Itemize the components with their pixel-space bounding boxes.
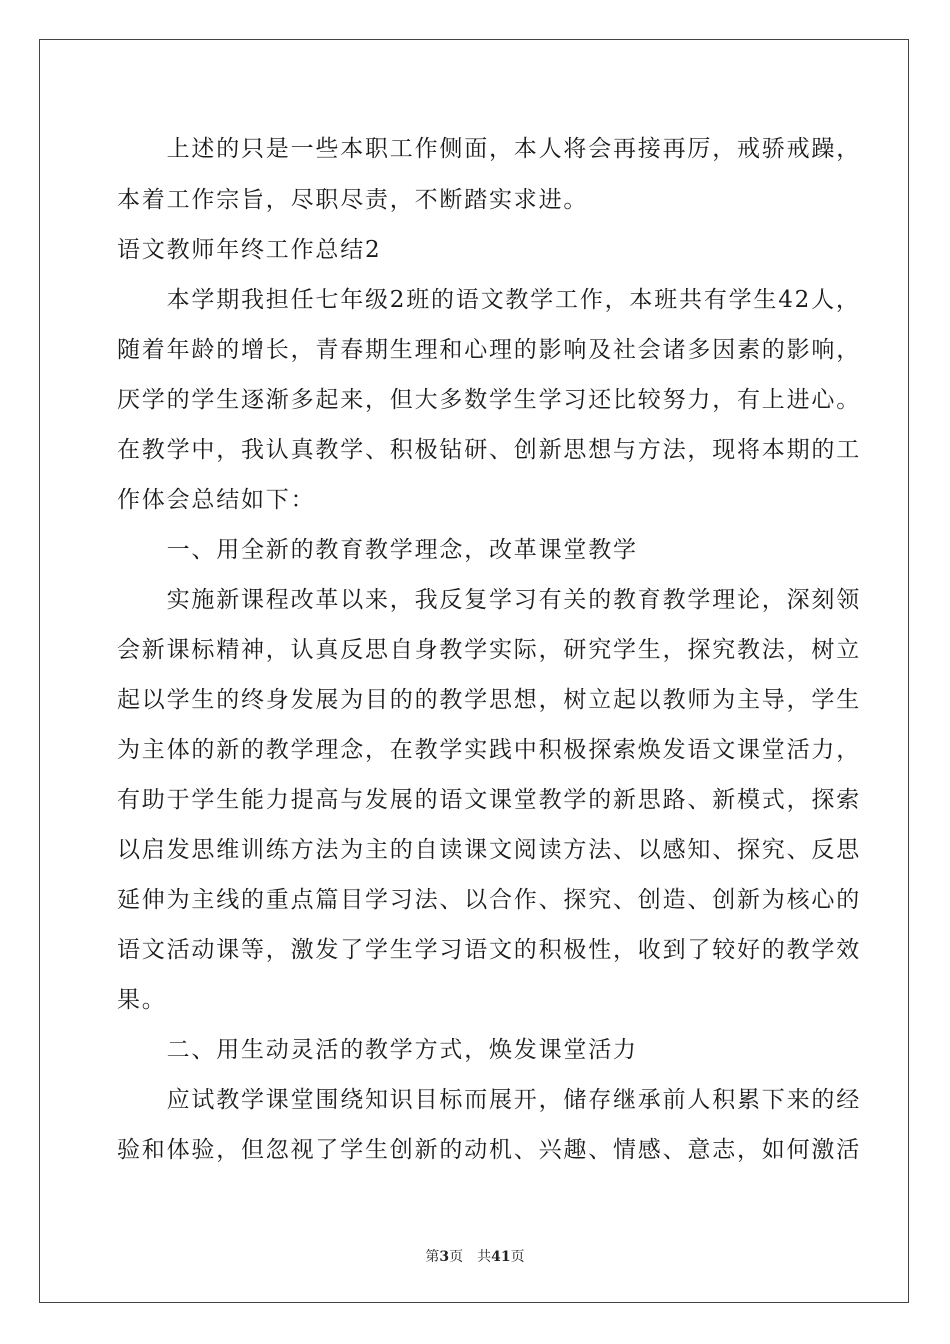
paragraph-line: 会新课标精神，认真反思自身教学实际，研究学生，探究教法，树立 (117, 637, 861, 663)
paragraph-line: 在教学中，我认真教学、积极钻研、创新思想与方法，现将本期的工 (117, 437, 861, 463)
paragraph-line: 本学期我担任七年级2班的语文教学工作，本班共有学生42人， (117, 287, 861, 313)
total-suffix: 页 (510, 1249, 525, 1265)
paragraph-line: 本着工作宗旨，尽职尽责，不断踏实求进。 (117, 187, 589, 213)
paragraph-line: 起以学生的终身发展为目的的教学思想，树立起以教师为主导，学生 (117, 687, 861, 713)
paragraph-line: 延伸为主线的重点篇目学习法、以合作、探究、创造、创新为核心的 (117, 887, 861, 913)
paragraph-line: 以启发思维训练方法为主的自读课文阅读方法、以感知、探究、反思 (117, 837, 861, 863)
paragraph-line: 上述的只是一些本职工作侧面，本人将会再接再厉，戒骄戒躁， (117, 136, 861, 162)
paragraph-line: 随着年龄的增长，青春期生理和心理的影响及社会诸多因素的影响， (117, 337, 861, 363)
paragraph-line: 语文活动课等，激发了学生学习语文的积极性，收到了较好的教学效 (117, 937, 861, 963)
section-title: 语文教师年终工作总结2 (117, 237, 382, 263)
paragraph-line: 实施新课程改革以来，我反复学习有关的教育教学理论，深刻领 (117, 587, 861, 613)
paragraph-line: 为主体的新的教学理念，在教学实践中积极探索焕发语文课堂活力， (117, 737, 861, 763)
total-prefix: 共 (477, 1249, 492, 1265)
paragraph-line: 应试教学课堂围绕知识目标而展开，储存继承前人积累下来的经 (117, 1087, 861, 1113)
paragraph-line: 果。 (117, 987, 167, 1013)
total-pages: 41 (491, 1249, 511, 1265)
page-footer (0, 1248, 950, 1266)
paragraph-line: 验和体验，但忽视了学生创新的动机、兴趣、情感、意志，如何激活 (117, 1137, 861, 1163)
paragraph-line: 厌学的学生逐渐多起来，但大多数学生学习还比较努力，有上进心。 (117, 387, 861, 413)
subheading: 二、用生动灵活的教学方式，焕发课堂活力 (117, 1037, 638, 1063)
page-prefix: 第 (425, 1249, 440, 1265)
paragraph-line: 有助于学生能力提高与发展的语文课堂教学的新思路、新模式，探索 (117, 787, 861, 813)
page-suffix: 页 (449, 1249, 464, 1265)
subheading: 一、用全新的教育教学理念，改革课堂教学 (117, 537, 638, 563)
page-number: 3 (439, 1249, 450, 1265)
paragraph-line: 作体会总结如下： (117, 487, 316, 513)
